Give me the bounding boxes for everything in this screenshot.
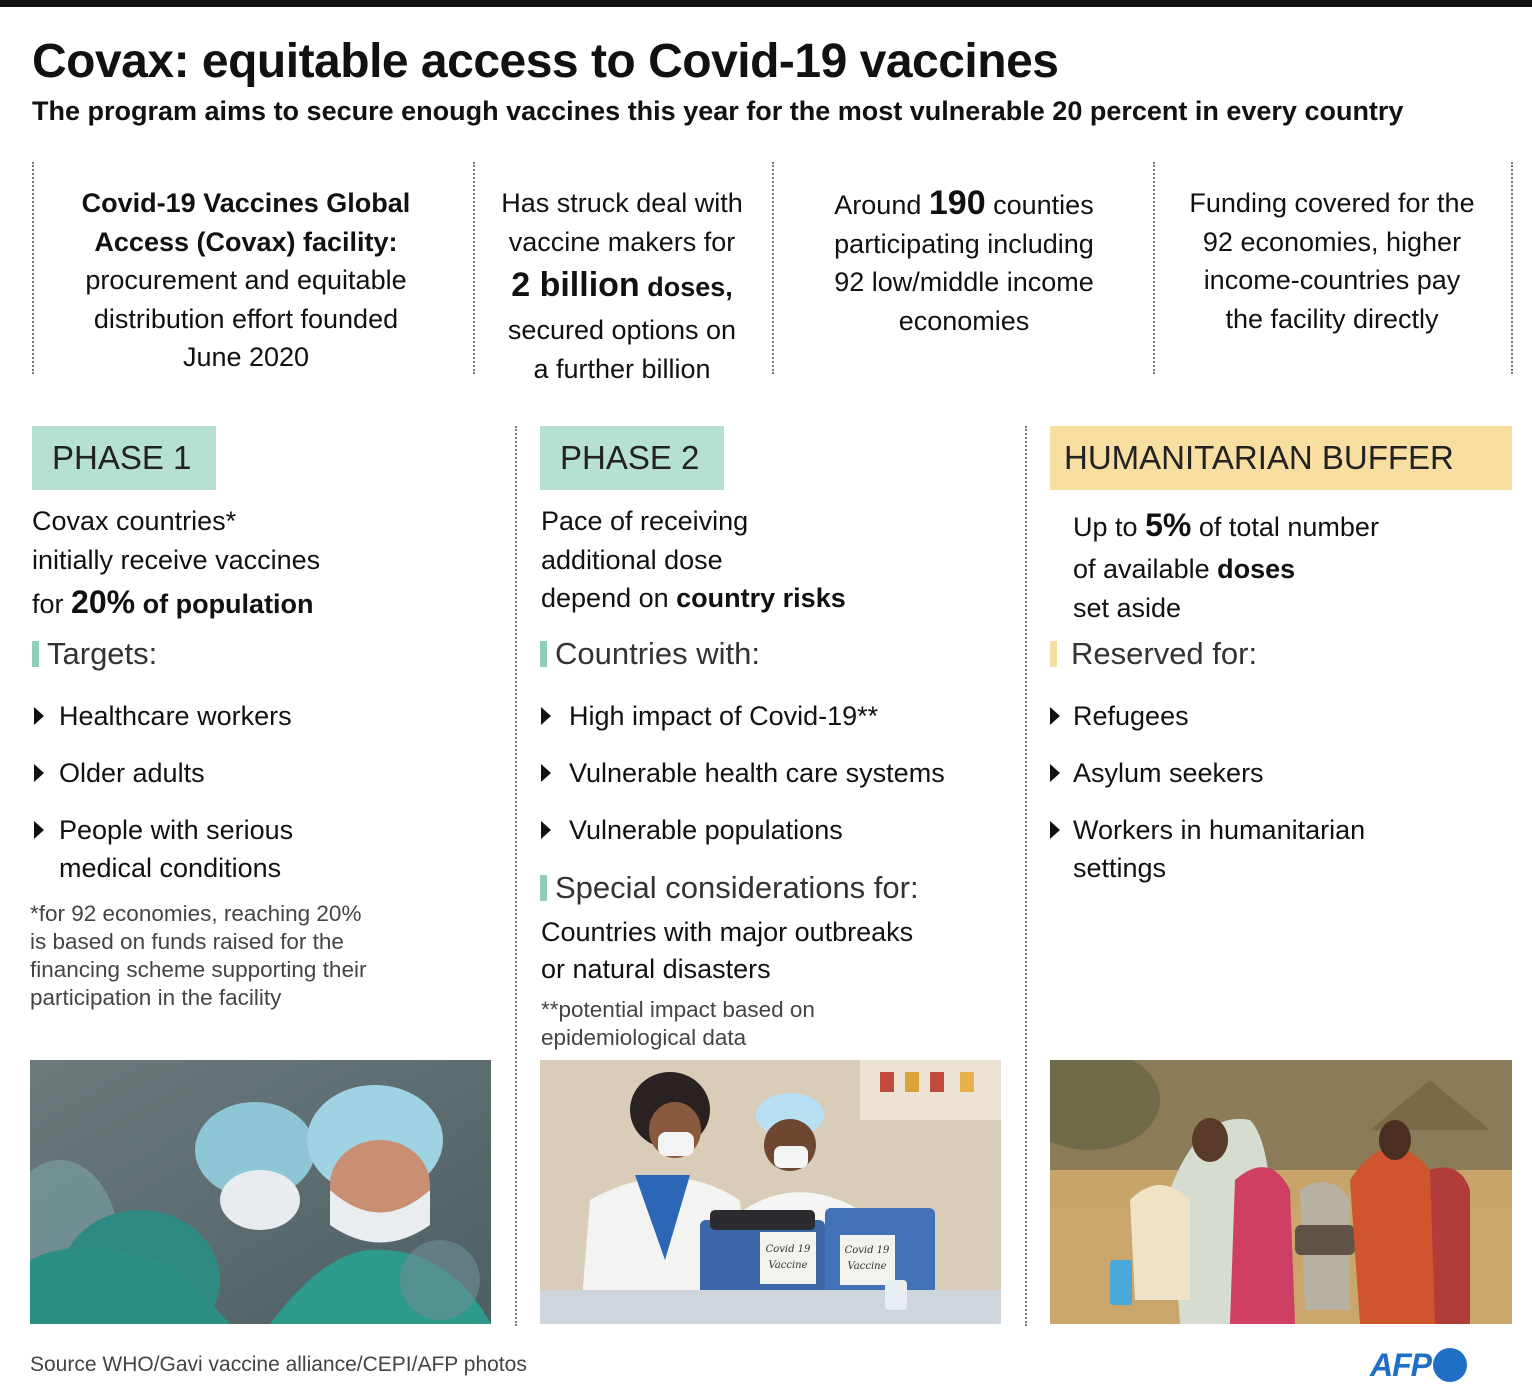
buffer-text: doses xyxy=(1217,554,1296,584)
fact-text: Access (Covax) facility: xyxy=(94,226,398,257)
fact-text: distribution effort founded xyxy=(93,303,399,334)
phase1-label: PHASE 1 xyxy=(32,426,216,490)
vaccine-boxes-image xyxy=(540,1060,1001,1324)
buffer-text: of total number xyxy=(1198,512,1379,542)
phase2-text: Countries with major outbreaks xyxy=(541,917,914,947)
buffer-bullet xyxy=(1050,754,1264,792)
fact-text: a further billion xyxy=(533,353,711,384)
fact-text: procurement and equitable xyxy=(85,265,407,295)
fact-text: 92 economies, higher xyxy=(1202,226,1462,257)
bullet-text: People with serious xyxy=(59,815,294,845)
fact-highlight: 190 xyxy=(928,184,986,222)
triangle-bullet-icon xyxy=(34,821,44,839)
phase2-text: additional dose xyxy=(541,544,723,575)
fact-text: June 2020 xyxy=(182,342,310,372)
photo-healthcare-workers xyxy=(30,1060,491,1324)
phase1-bullet xyxy=(34,697,292,735)
fact-text: 92 low/middle income xyxy=(834,267,1094,297)
box-label: Vaccine xyxy=(768,1260,808,1271)
healthcare-workers-image xyxy=(30,1060,491,1324)
top-rule xyxy=(0,0,1532,7)
buffer-highlight: 5% xyxy=(1145,507,1192,543)
fact-countries xyxy=(780,184,1148,340)
fact-divider xyxy=(772,162,774,374)
buffer-text: Up to xyxy=(1073,512,1138,542)
fact-divider xyxy=(1511,162,1513,374)
box-label: Covid 19 xyxy=(765,1244,811,1255)
phase2-description xyxy=(541,502,846,618)
bullet-text: Vulnerable populations xyxy=(569,815,843,845)
bullet-text: Workers in humanitarian xyxy=(1073,815,1366,845)
afp-logo-text: AFP xyxy=(1370,1346,1431,1383)
photo-vaccine-boxes xyxy=(540,1060,1001,1324)
column-divider xyxy=(1025,426,1027,1326)
phase1-subhead xyxy=(32,636,157,672)
buffer-text: set aside xyxy=(1073,592,1182,623)
fact-text: Covid-19 Vaccines Global xyxy=(81,188,411,218)
fact-text: income-countries pay xyxy=(1203,265,1461,295)
phase2-special-subhead xyxy=(540,870,919,906)
accent-bar xyxy=(32,641,39,667)
phase1-text: initially receive vaccines xyxy=(32,544,321,575)
fact-divider xyxy=(473,162,475,374)
buffer-bullet xyxy=(1050,811,1365,887)
fact-text: Around xyxy=(834,190,922,220)
fact-text: secured options on xyxy=(507,315,737,345)
phase1-bullet xyxy=(34,754,205,792)
fact-divider xyxy=(1153,162,1155,374)
phase2-label: PHASE 2 xyxy=(540,426,724,490)
buffer-subhead-text: Reserved for: xyxy=(1071,636,1258,671)
fact-text: the facility directly xyxy=(1225,303,1439,334)
accent-bar xyxy=(540,641,547,667)
bullet-text: medical conditions xyxy=(59,853,282,883)
phase1-footnote xyxy=(30,900,366,1012)
fact-text: participating including xyxy=(834,228,1094,259)
box-label: Vaccine xyxy=(847,1261,887,1272)
phase1-text: of population xyxy=(142,589,314,619)
triangle-bullet-icon xyxy=(541,821,551,839)
note-text: is based on funds raised for the xyxy=(30,929,344,954)
bullet-text: settings xyxy=(1073,853,1167,883)
phase2-subhead-text: Countries with: xyxy=(555,636,761,671)
triangle-bullet-icon xyxy=(1050,821,1060,839)
phase2-text: depend on xyxy=(541,583,669,613)
fact-funding xyxy=(1160,184,1504,338)
triangle-bullet-icon xyxy=(34,707,44,725)
phase2-bullet xyxy=(541,754,945,792)
fact-text: counties xyxy=(993,190,1094,220)
accent-bar xyxy=(1050,641,1057,667)
triangle-bullet-icon xyxy=(1050,764,1060,782)
triangle-bullet-icon xyxy=(34,764,44,782)
fact-covax-facility xyxy=(40,184,452,377)
triangle-bullet-icon xyxy=(1050,707,1060,725)
bullet-text: Asylum seekers xyxy=(1073,758,1264,788)
buffer-text: of available xyxy=(1073,554,1210,584)
phase2-text: country risks xyxy=(676,583,846,613)
buffer-subhead xyxy=(1050,636,1257,672)
note-text: financing scheme supporting their xyxy=(30,957,367,982)
triangle-bullet-icon xyxy=(541,764,551,782)
bullet-text: High impact of Covid-19** xyxy=(569,701,879,731)
box-label: Covid 19 xyxy=(844,1245,890,1256)
fact-highlight: 2 billion xyxy=(511,266,640,304)
page-title: Covax: equitable access to Covid-19 vaccines xyxy=(32,35,1059,88)
phase2-bullet xyxy=(541,811,843,849)
source-credit: Source WHO/Gavi vaccine alliance/CEPI/AFP photos xyxy=(30,1353,527,1376)
accent-bar xyxy=(540,875,547,901)
fact-text: economies xyxy=(898,305,1030,336)
buffer-description xyxy=(1073,502,1379,627)
bullet-text: Healthcare workers xyxy=(59,701,292,731)
phase1-highlight: 20% xyxy=(71,584,136,620)
phase2-bullet xyxy=(541,697,878,735)
triangle-bullet-icon xyxy=(541,707,551,725)
note-text: *for 92 economies, reaching 20% xyxy=(30,901,362,926)
fact-divider xyxy=(32,162,34,374)
phase1-subhead-text: Targets: xyxy=(47,636,158,671)
buffer-label: HUMANITARIAN BUFFER xyxy=(1050,426,1512,490)
phase1-bullet xyxy=(34,811,293,887)
phase2-special-text xyxy=(541,914,913,988)
bullet-text: Vulnerable health care systems xyxy=(569,758,945,788)
phase2-footnote xyxy=(541,996,815,1052)
column-divider xyxy=(515,426,517,1326)
photo-refugees xyxy=(1050,1060,1512,1324)
bullet-text: Refugees xyxy=(1073,701,1189,731)
afp-logo-dot-icon xyxy=(1433,1348,1467,1382)
phase1-description xyxy=(32,502,320,627)
phase2-subhead-text: Special considerations for: xyxy=(555,870,919,905)
phase1-text: for xyxy=(32,589,64,619)
afp-logo xyxy=(1370,1346,1467,1384)
phase2-text: Pace of receiving xyxy=(541,506,749,536)
note-text: epidemiological data xyxy=(541,1025,747,1050)
page-subtitle: The program aims to secure enough vaccines this year for the most vulnerable 20 percent in every country xyxy=(32,96,1404,126)
phase2-text: or natural disasters xyxy=(541,954,771,984)
note-text: participation in the facility xyxy=(30,985,282,1010)
refugees-image xyxy=(1050,1060,1512,1324)
fact-text: vaccine makers for xyxy=(508,226,736,257)
note-text: **potential impact based on xyxy=(541,997,815,1022)
buffer-bullet xyxy=(1050,697,1189,735)
fact-doses xyxy=(478,184,766,388)
fact-text: Funding covered for the xyxy=(1189,188,1475,218)
fact-text: Has struck deal with xyxy=(501,188,743,218)
phase2-subhead xyxy=(540,636,760,672)
bullet-text: Older adults xyxy=(59,758,205,788)
phase1-text: Covax countries* xyxy=(32,506,237,536)
fact-text: doses, xyxy=(647,272,733,302)
